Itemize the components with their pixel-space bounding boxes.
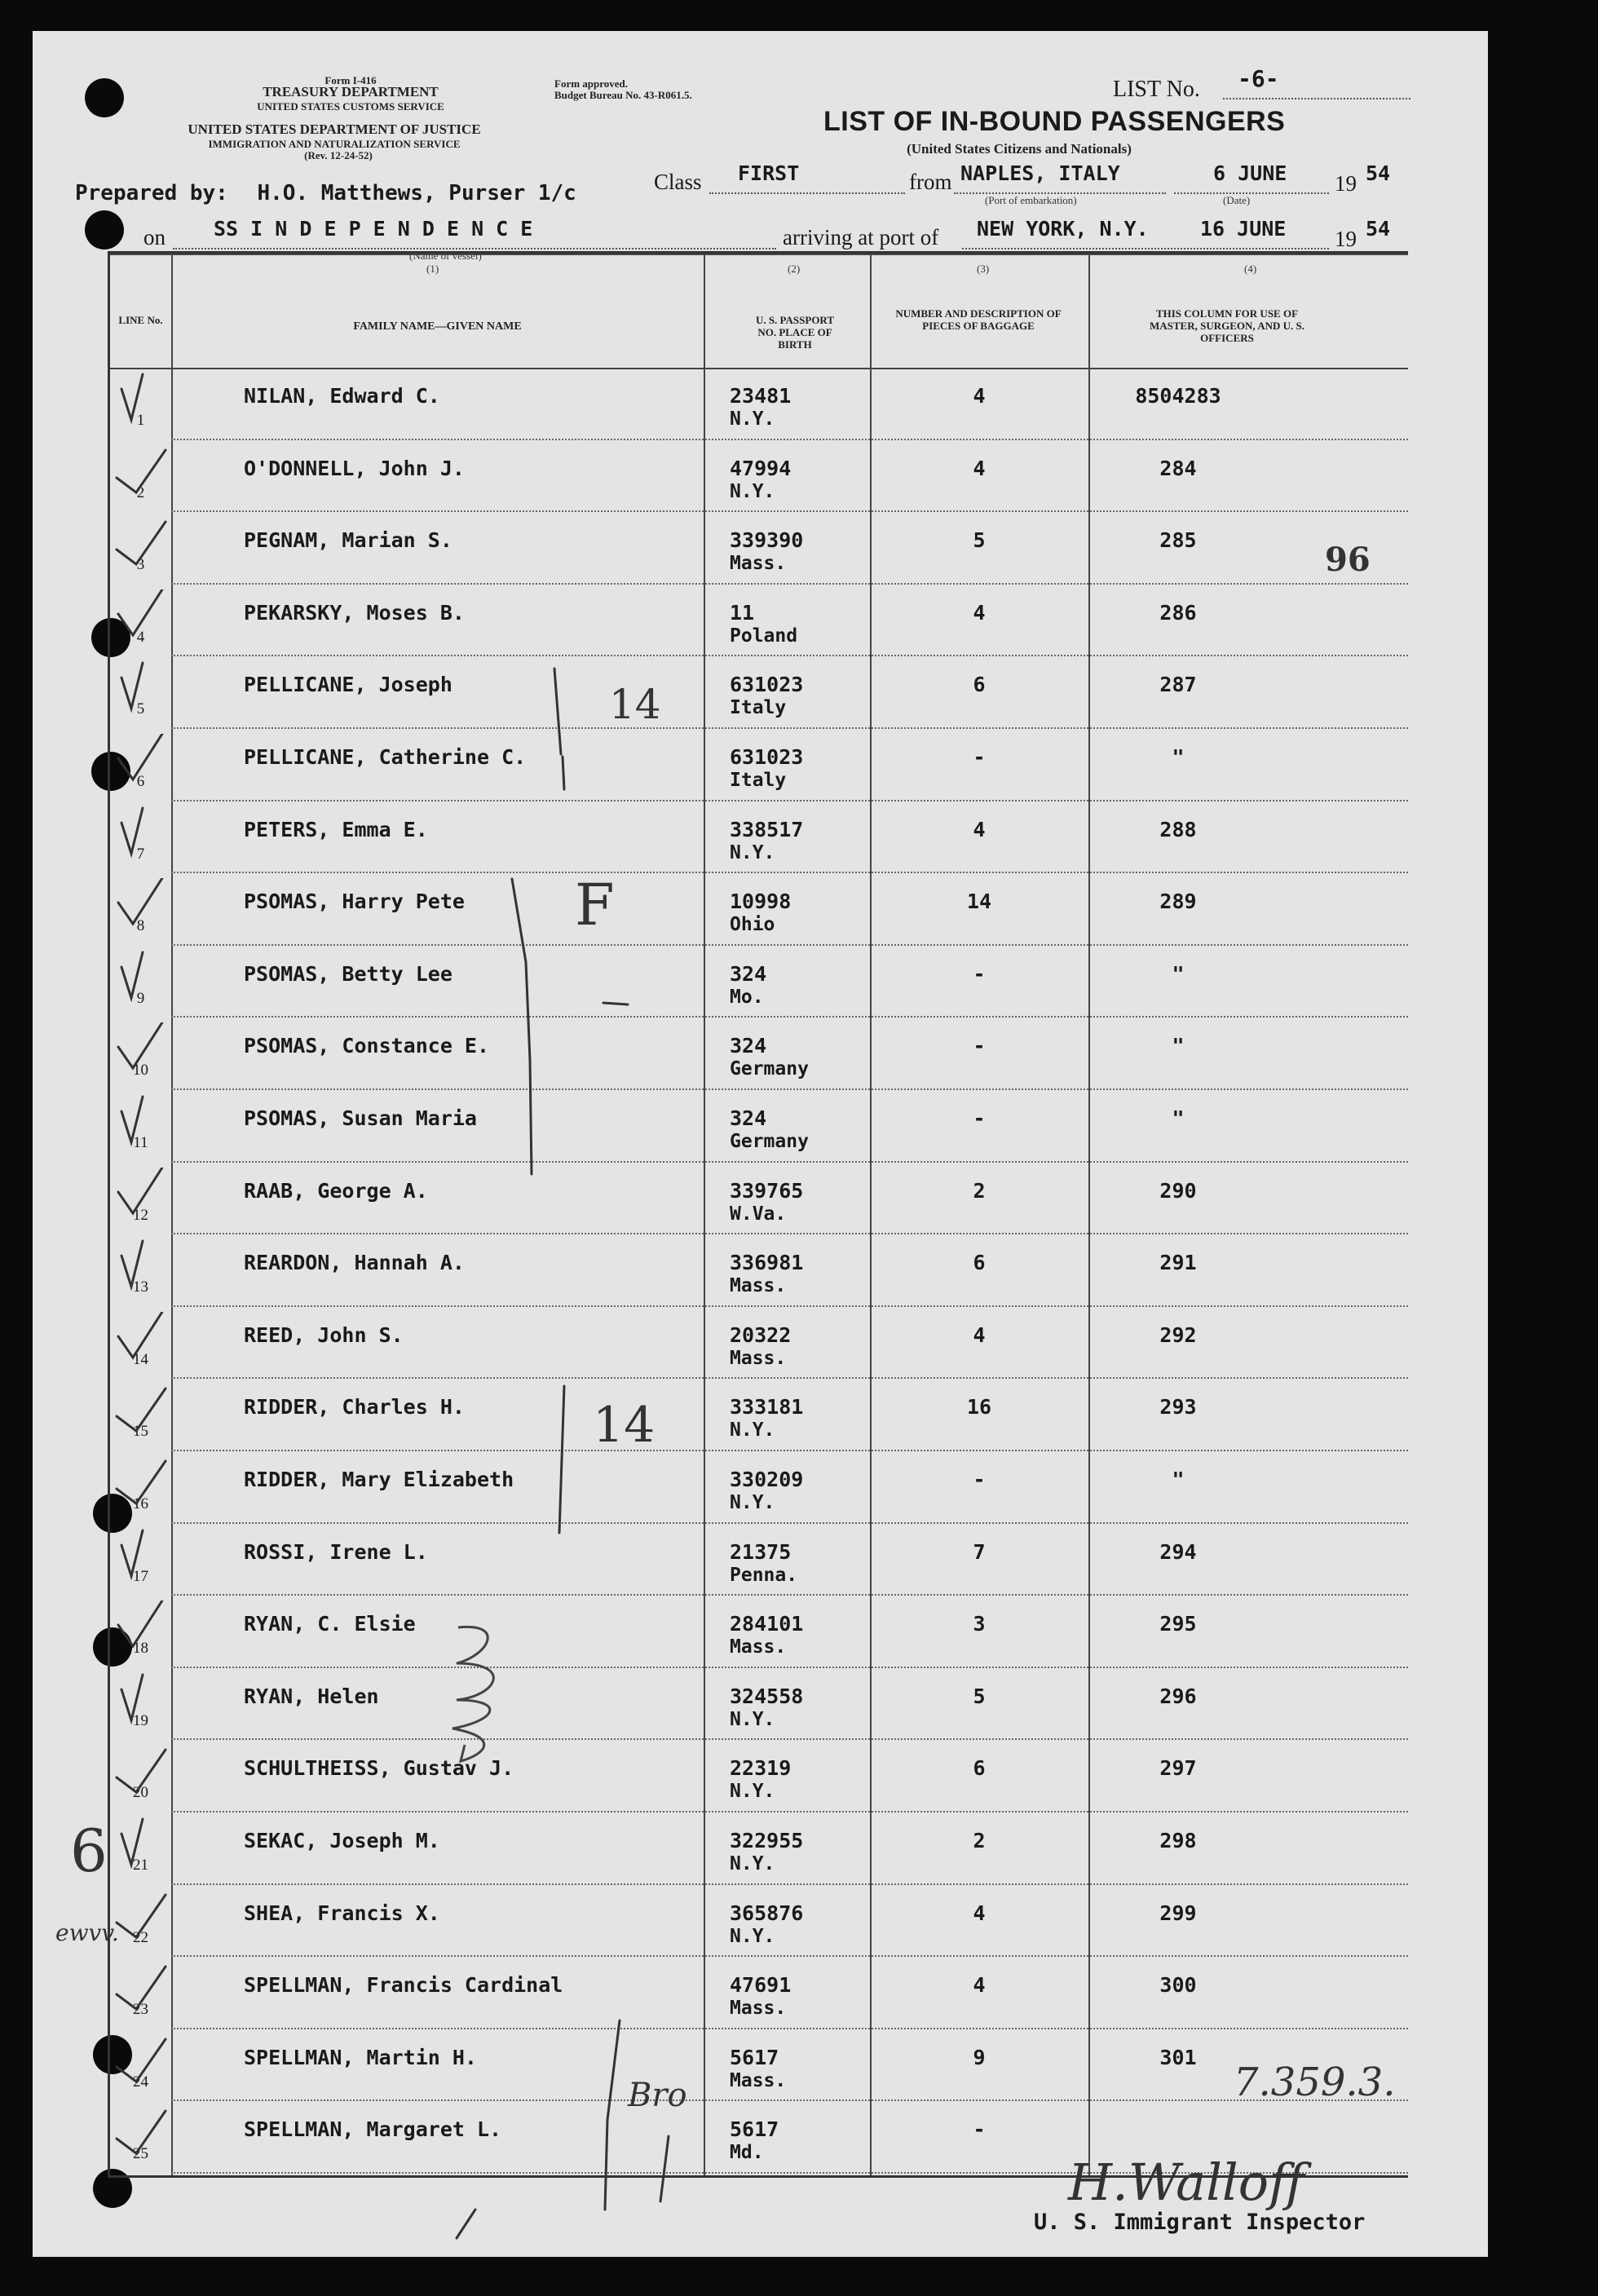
passenger-name: SPELLMAN, Martin H. — [244, 2045, 477, 2069]
passport-number: 21375 — [730, 1539, 792, 1564]
year-prefix-2: 19 — [1335, 227, 1357, 251]
baggage-count: 4 — [973, 1901, 986, 1925]
place-of-birth: Mass. — [730, 1275, 787, 1297]
line-number: 4 — [136, 628, 145, 646]
line-number: 15 — [133, 1423, 148, 1441]
class-value: FIRST — [738, 161, 800, 185]
list-number-label: LIST No. — [1113, 77, 1200, 102]
passport-number: 631023 — [730, 745, 804, 769]
place-of-birth: Mass. — [730, 1636, 787, 1658]
margin-six: 6 — [70, 1817, 108, 1885]
prepared-by-label: Prepared by: — [75, 181, 228, 205]
passenger-name: PSOMAS, Betty Lee — [244, 961, 452, 986]
baggage-count: 5 — [973, 1684, 986, 1708]
form-subtitle: (United States Citizens and Nationals) — [907, 141, 1132, 157]
immigration-service: IMMIGRATION AND NATURALIZATION SERVICE — [208, 138, 461, 150]
place-of-birth: N.Y. — [730, 1781, 775, 1803]
vessel-caption: (Name of vessel) — [409, 249, 482, 262]
passport-number: 284101 — [730, 1612, 804, 1636]
baggage-count: 4 — [973, 817, 986, 841]
passenger-name: PSOMAS, Susan Maria — [244, 1106, 477, 1130]
passenger-name: NILAN, Edward C. — [244, 384, 440, 408]
inspector-label: U. S. Immigrant Inspector — [1034, 2210, 1366, 2235]
col-header-name: FAMILY NAME—GIVEN NAME — [353, 320, 522, 333]
count-annotation: 96 — [1325, 541, 1371, 579]
place-of-birth: Poland — [730, 625, 798, 647]
handwritten-number: 7.359.3. — [1234, 2060, 1396, 2105]
passenger-name: RYAN, C. Elsie — [244, 1612, 416, 1636]
officer-number: 294 — [1159, 1539, 1197, 1564]
form-number: Form I-416 — [324, 74, 377, 86]
line-number: 11 — [133, 1134, 148, 1151]
officer-number: 292 — [1159, 1322, 1197, 1347]
class-label: Class — [654, 170, 702, 194]
line-number: 12 — [133, 1206, 148, 1224]
budget-bureau: Budget Bureau No. 43-R061.5. — [554, 89, 692, 101]
line-number: 9 — [136, 989, 145, 1007]
line-number: 13 — [133, 1278, 148, 1296]
place-of-birth: N.Y. — [730, 1925, 775, 1947]
form-revision: (Rev. 12-24-52) — [304, 149, 373, 161]
col3-number: (3) — [977, 263, 990, 275]
passenger-name: PELLICANE, Joseph — [244, 673, 452, 697]
officer-number: 287 — [1159, 673, 1197, 697]
line-number: 10 — [133, 1062, 148, 1080]
passenger-name: SPELLMAN, Francis Cardinal — [244, 1973, 563, 1998]
col-header-officers: THIS COLUMN FOR USE OF MASTER, SURGEON, AND U. S. OFFICERS — [1150, 307, 1304, 344]
psomas-mark: F — [575, 872, 615, 938]
baggage-count: - — [973, 745, 986, 769]
passport-number: 365876 — [730, 1901, 804, 1925]
officer-number: 289 — [1159, 890, 1197, 914]
place-of-birth: N.Y. — [730, 1492, 775, 1513]
place-of-birth: N.Y. — [730, 1420, 775, 1442]
line-number: 20 — [133, 1784, 148, 1802]
year-prefix-1: 19 — [1335, 171, 1357, 196]
passenger-name: SCHULTHEISS, Gustav J. — [244, 1756, 514, 1781]
line-number: 3 — [136, 556, 145, 574]
baggage-count: - — [973, 1106, 986, 1130]
place-of-birth: Mass. — [730, 1347, 787, 1369]
place-of-birth: Germany — [730, 1131, 809, 1152]
form-approved: Form approved. — [554, 77, 629, 90]
line-number: 23 — [133, 2001, 148, 2019]
spellman-mark: Bro — [628, 2077, 687, 2114]
passport-number: 324 — [730, 1034, 767, 1058]
passenger-name: RYAN, Helen — [244, 1684, 379, 1708]
passenger-name: RIDDER, Charles H. — [244, 1395, 465, 1420]
officer-number: 285 — [1159, 528, 1197, 553]
passport-number: 339390 — [730, 528, 804, 553]
baggage-count: 14 — [966, 890, 992, 914]
officer-number: 297 — [1159, 1756, 1197, 1781]
passport-number: 324 — [730, 961, 767, 986]
place-of-birth: N.Y. — [730, 1853, 775, 1874]
place-of-birth: Ohio — [730, 914, 775, 936]
passenger-name: REED, John S. — [244, 1322, 404, 1347]
officer-number: 291 — [1159, 1251, 1197, 1275]
place-of-birth: Mass. — [730, 1998, 787, 2020]
passenger-name: PSOMAS, Constance E. — [244, 1034, 490, 1058]
department-justice: UNITED STATES DEPARTMENT OF JUSTICE — [188, 121, 481, 137]
passport-number: 333181 — [730, 1395, 804, 1420]
arrival-date: 16 JUNE — [1200, 217, 1287, 241]
form-title: LIST OF IN-BOUND PASSENGERS — [823, 106, 1286, 137]
baggage-count: 2 — [973, 1178, 986, 1203]
line-number: 18 — [133, 1640, 148, 1658]
officer-number: 301 — [1159, 2045, 1197, 2069]
vessel-name: SS I N D E P E N D E N C E — [214, 217, 533, 241]
col1-number: (1) — [426, 263, 439, 275]
year-2: 54 — [1366, 217, 1391, 241]
place-of-birth: N.Y. — [730, 1708, 775, 1730]
baggage-count: 4 — [973, 1973, 986, 1998]
passport-number: 339765 — [730, 1178, 804, 1203]
place-of-birth: N.Y. — [730, 480, 775, 502]
col4-number: (4) — [1244, 263, 1257, 275]
officer-number: 296 — [1159, 1684, 1197, 1708]
baggage-count: 4 — [973, 600, 986, 625]
baggage-count: 4 — [973, 1322, 986, 1347]
col2-number: (2) — [788, 263, 801, 275]
passport-number: 47691 — [730, 1973, 792, 1998]
passport-number: 336981 — [730, 1251, 804, 1275]
passport-number: 10998 — [730, 890, 792, 914]
officer-number: 298 — [1159, 1829, 1197, 1852]
place-of-birth: W.Va. — [730, 1203, 787, 1225]
passenger-name: ROSSI, Irene L. — [244, 1539, 428, 1564]
list-number: -6- — [1238, 65, 1279, 92]
place-of-birth: Germany — [730, 1058, 809, 1080]
passport-number: 631023 — [730, 673, 804, 697]
place-of-birth: Penna. — [730, 1564, 798, 1586]
baggage-count: 4 — [973, 384, 986, 408]
passport-number: 47994 — [730, 456, 792, 480]
line-number: 6 — [136, 773, 145, 790]
place-of-birth: N.Y. — [730, 841, 775, 863]
officer-number: 286 — [1159, 600, 1197, 625]
officer-number: 295 — [1159, 1612, 1197, 1636]
ridder-mark: 14 — [593, 1397, 656, 1454]
passenger-name: PEGNAM, Marian S. — [244, 528, 452, 553]
passenger-name: SPELLMAN, Margaret L. — [244, 2117, 502, 2142]
line-number: 19 — [133, 1711, 148, 1729]
line-number: 16 — [133, 1495, 148, 1512]
col-header-line: LINE No. — [118, 314, 163, 326]
embarkation-caption: (Port of embarkation) — [985, 194, 1077, 206]
officer-number: 8504283 — [1135, 384, 1221, 408]
officer-number: 300 — [1159, 1973, 1197, 1998]
passenger-name: O'DONNELL, John J. — [244, 456, 465, 480]
place-of-birth: Mass. — [730, 553, 787, 575]
place-of-birth: Md. — [730, 2142, 764, 2164]
baggage-count: - — [973, 961, 986, 986]
passenger-name: PELLICANE, Catherine C. — [244, 745, 527, 769]
place-of-birth: N.Y. — [730, 408, 775, 430]
passenger-name: PEKARSKY, Moses B. — [244, 600, 465, 625]
department-treasury: TREASURY DEPARTMENT — [263, 84, 439, 99]
line-number: 7 — [136, 845, 145, 863]
line-number: 25 — [133, 2145, 148, 2163]
passenger-name: REARDON, Hannah A. — [244, 1251, 465, 1275]
passenger-name: SHEA, Francis X. — [244, 1901, 440, 1925]
baggage-count: 16 — [966, 1395, 992, 1420]
passport-number: 330209 — [730, 1468, 804, 1491]
place-of-birth: Mo. — [730, 986, 764, 1008]
line-number: 14 — [133, 1350, 148, 1368]
officer-number: " — [1172, 1468, 1185, 1491]
passport-number: 11 — [730, 600, 755, 625]
baggage-count: 6 — [973, 1756, 986, 1781]
passport-number: 324558 — [730, 1684, 804, 1708]
inspector-signature: H.Walloff — [1068, 2152, 1304, 2212]
officer-number: 284 — [1159, 456, 1197, 480]
col-header-passport: U. S. PASSPORT NO. PLACE OF BIRTH — [755, 314, 835, 351]
line-number: 17 — [133, 1567, 148, 1585]
passport-number: 5617 — [730, 2117, 779, 2142]
passport-number: 20322 — [730, 1322, 792, 1347]
place-of-birth: Italy — [730, 770, 787, 791]
place-of-birth: Mass. — [730, 2069, 787, 2091]
passenger-name: PSOMAS, Harry Pete — [244, 890, 465, 914]
line-number: 5 — [136, 700, 145, 718]
line-number: 2 — [136, 483, 145, 501]
year-1: 54 — [1366, 161, 1391, 185]
date-caption: (Date) — [1223, 194, 1251, 206]
embarkation-date: 6 JUNE — [1213, 161, 1287, 185]
officer-number: 288 — [1159, 817, 1197, 841]
officer-number: " — [1172, 745, 1185, 769]
passport-number: 23481 — [730, 384, 792, 408]
prepared-by-value: H.O. Matthews, Purser 1/c — [257, 181, 576, 205]
from-label: from — [909, 170, 952, 194]
officer-number: 290 — [1159, 1178, 1197, 1203]
passport-number: 338517 — [730, 817, 804, 841]
on-label: on — [143, 225, 166, 249]
passenger-name: RIDDER, Mary Elizabeth — [244, 1468, 514, 1491]
officer-number: 299 — [1159, 1901, 1197, 1925]
passenger-name: RAAB, George A. — [244, 1178, 428, 1203]
baggage-count: 6 — [973, 1251, 986, 1275]
baggage-count: 3 — [973, 1612, 986, 1636]
baggage-count: 6 — [973, 673, 986, 697]
arriving-label: arriving at port of — [783, 225, 939, 249]
margin-note: ewvv. — [55, 1919, 119, 1946]
baggage-count: - — [973, 2117, 986, 2142]
col-header-baggage: NUMBER AND DESCRIPTION OF PIECES OF BAGGAGE — [895, 307, 1062, 332]
passenger-name: SEKAC, Joseph M. — [244, 1829, 440, 1852]
line-number: 22 — [133, 1928, 148, 1946]
baggage-count: 5 — [973, 528, 986, 553]
pellicane-mark: 14 — [609, 681, 661, 728]
baggage-count: 4 — [973, 456, 986, 480]
officer-number: 293 — [1159, 1395, 1197, 1420]
arrival-port: NEW YORK, N.Y. — [977, 217, 1149, 241]
passport-number: 5617 — [730, 2045, 779, 2069]
passport-number: 324 — [730, 1106, 767, 1130]
baggage-count: 9 — [973, 2045, 986, 2069]
officer-number: " — [1172, 1106, 1185, 1130]
place-of-birth: Italy — [730, 697, 787, 719]
officer-number: " — [1172, 1034, 1185, 1058]
customs-service: UNITED STATES CUSTOMS SERVICE — [257, 100, 444, 113]
passport-number: 322955 — [730, 1829, 804, 1852]
officer-number: " — [1172, 961, 1185, 986]
baggage-count: - — [973, 1468, 986, 1491]
passport-number: 22319 — [730, 1756, 792, 1781]
baggage-count: 2 — [973, 1829, 986, 1852]
embarkation-port: NAPLES, ITALY — [960, 161, 1120, 185]
baggage-count: - — [973, 1034, 986, 1058]
line-number: 1 — [136, 412, 145, 429]
passenger-name: PETERS, Emma E. — [244, 817, 428, 841]
line-number: 21 — [133, 1857, 148, 1874]
line-number: 24 — [133, 2073, 148, 2091]
baggage-count: 7 — [973, 1539, 986, 1564]
line-number: 8 — [136, 917, 145, 935]
